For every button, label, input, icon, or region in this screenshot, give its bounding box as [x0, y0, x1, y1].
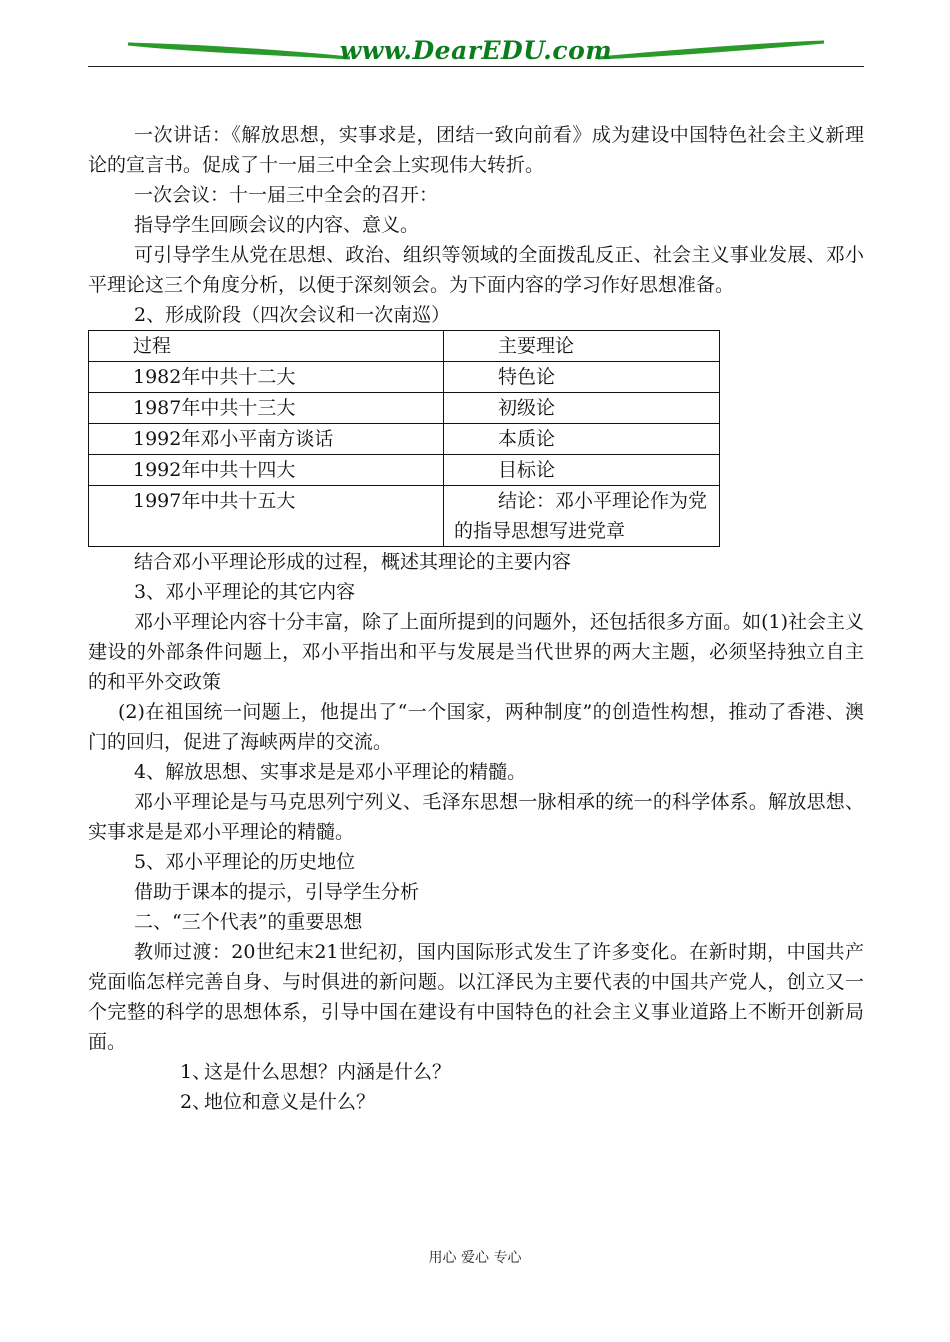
- table-row: [89, 455, 720, 486]
- table-row: [89, 486, 720, 547]
- site-logo: www.DearEDU.com: [339, 36, 613, 65]
- paragraph: 指导学生回顾会议的内容、意义。: [134, 214, 420, 236]
- table-cell: 1992年中共十四大: [89, 455, 444, 486]
- paragraph: 一次讲话：《解放思想，实事求是，团结一致向前看》成为建设中国特色社会主义新理论的宣言书。促成了十一届三中全会上实现伟大转折。: [88, 124, 864, 176]
- page-header: [88, 32, 864, 72]
- table-row: [89, 424, 720, 455]
- paragraph: 借助于课本的提示，引导学生分析: [134, 881, 420, 903]
- table-cell: 1997年中共十五大: [89, 486, 444, 547]
- paragraph: 结合邓小平理论形成的过程，概述其理论的主要内容: [134, 551, 572, 573]
- table-cell: 本质论: [444, 424, 720, 455]
- table-header-cell: 过程: [89, 331, 444, 362]
- question-item: 1、这是什么思想？内涵是什么？: [180, 1061, 452, 1083]
- table-cell: 1982年中共十二大: [89, 362, 444, 393]
- table-row: [89, 393, 720, 424]
- table-row: [89, 362, 720, 393]
- paragraph: 教师过渡：20世纪末21世纪初，国内国际形式发生了许多变化。在新时期，中国共产党面临怎样完善自身、与时俱进的新问题。以江泽民为主要代表的中国共产党人，创立又一个完整的科学的思想体系，引导中国在建设有中国特色的社会主义事业道路上不断开创新局面。: [88, 941, 864, 1053]
- page-footer: 用心 爱心 专心: [428, 1250, 522, 1266]
- paragraph: 一次会议：十一届三中全会的召开：: [134, 184, 439, 206]
- document-body: [88, 120, 864, 1117]
- question-item: 2、地位和意义是什么？: [180, 1091, 376, 1113]
- section-heading: 4、解放思想、实事求是是邓小平理论的精髓。: [134, 761, 527, 783]
- paragraph: 邓小平理论是与马克思列宁列义、毛泽东思想一脉相承的统一的科学体系。解放思想、实事求是是邓小平理论的精髓。: [88, 791, 864, 843]
- header-rule: [88, 66, 864, 67]
- table-cell: 特色论: [444, 362, 720, 393]
- section-heading: 2、形成阶段（四次会议和一次南巡）: [134, 304, 451, 326]
- paragraph: 可引导学生从党在思想、政治、组织等领域的全面拨乱反正、社会主义事业发展、邓小平理论这三个角度分析，以便于深刻领会。为下面内容的学习作好思想准备。: [88, 244, 864, 296]
- table-cell: 目标论: [444, 455, 720, 486]
- table-cell: 结论：邓小平理论作为党的指导思想写进党章: [444, 486, 720, 547]
- table-cell: 1987年中共十三大: [89, 393, 444, 424]
- paragraph: 邓小平理论内容十分丰富，除了上面所提到的问题外，还包括很多方面。如(1)社会主义建设的外部条件问题上，邓小平指出和平与发展是当代世界的两大主题，必须坚持独立自主的和平外交政策: [88, 611, 864, 693]
- section-heading: 5、邓小平理论的历史地位: [134, 851, 356, 873]
- section-heading: 二、“三个代表”的重要思想: [134, 911, 363, 933]
- table-header-row: [89, 331, 720, 362]
- theory-formation-table: [88, 330, 720, 547]
- paragraph: (2)在祖国统一问题上，他提出了“一个国家，两种制度”的创造性构想，推动了香港、澳门的回归，促进了海峡两岸的交流。: [88, 701, 864, 753]
- table-header-cell: 主要理论: [444, 331, 720, 362]
- table-cell: 1992年邓小平南方谈话: [89, 424, 444, 455]
- table-cell: 初级论: [444, 393, 720, 424]
- section-heading: 3、邓小平理论的其它内容: [134, 581, 356, 603]
